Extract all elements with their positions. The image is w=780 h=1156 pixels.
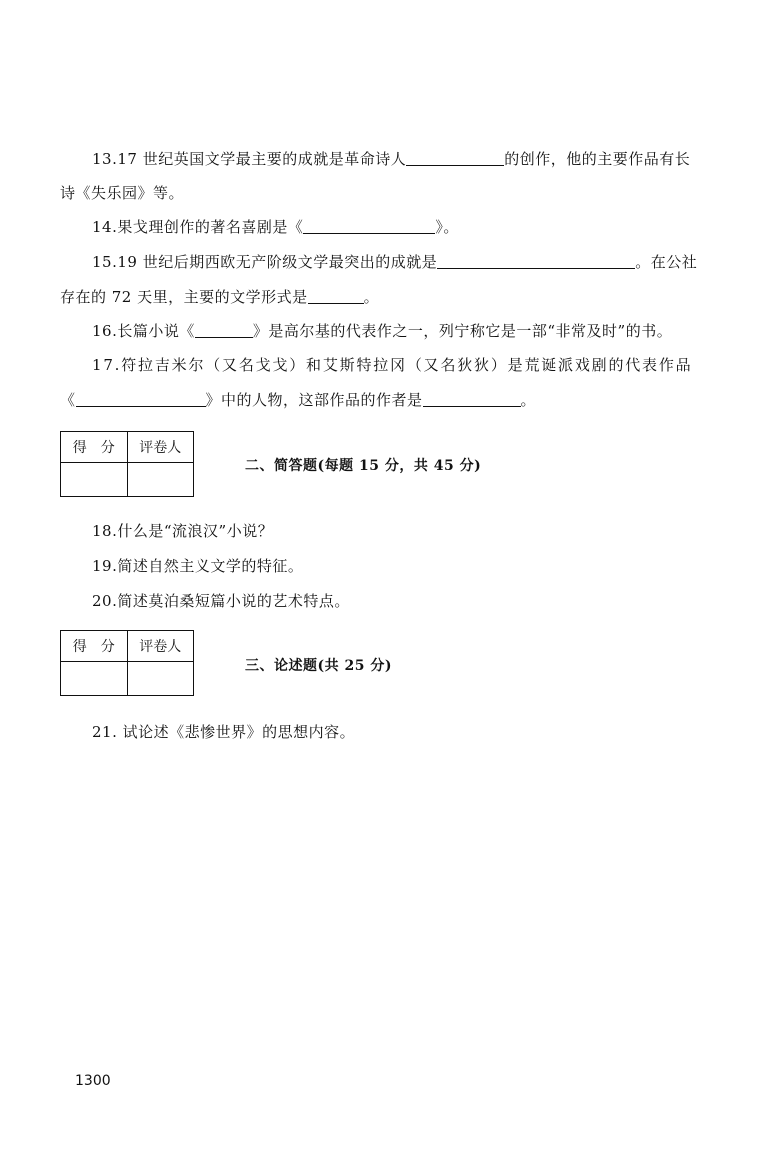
section-2-title: 二、简答题(每题 15 分，共 45 分) — [245, 458, 482, 474]
question-14 — [92, 216, 459, 237]
answer-blank-17a — [76, 392, 206, 407]
answer-blank-15b — [308, 289, 364, 304]
question-13 — [92, 148, 690, 169]
question-19: 19.简述自然主义文学的特征。 — [92, 557, 304, 575]
question-20: 20.简述莫泊桑短篇小说的艺术特点。 — [92, 592, 350, 610]
question-16-text-a: 16.长篇小说《 — [92, 322, 195, 340]
grader-label: 评卷人 — [127, 432, 194, 463]
grader-cell — [127, 463, 194, 497]
question-15-text-c: 存在的 72 天里，主要的文学形式是 — [60, 288, 308, 306]
question-14-text-b: 》。 — [435, 218, 459, 236]
score-cell — [61, 662, 128, 696]
question-17-text-c: 。 — [520, 391, 537, 409]
answer-blank-17b — [423, 392, 521, 407]
grader-label: 评卷人 — [127, 631, 194, 662]
question-21: 21. 试论述《悲惨世界》的思想内容。 — [92, 723, 356, 741]
question-17-text-a: 《 — [60, 391, 76, 409]
question-16-text-b: 》是高尔基的代表作之一，列宁称它是一部“非常及时”的书。 — [252, 322, 673, 340]
question-15-continuation — [60, 286, 379, 307]
score-label: 得 分 — [61, 631, 128, 662]
answer-blank-13 — [406, 151, 504, 166]
answer-blank-16 — [195, 323, 253, 338]
question-15 — [92, 251, 697, 272]
question-16 — [92, 320, 672, 341]
question-17-continuation — [60, 389, 536, 410]
page-number: 1300 — [75, 1073, 111, 1089]
question-18: 18.什么是“流浪汉”小说？ — [92, 522, 274, 540]
question-14-text-a: 14.果戈理创作的著名喜剧是《 — [92, 218, 304, 236]
question-13-text-a: 13.17 世纪英国文学最主要的成就是革命诗人 — [92, 150, 407, 168]
score-label: 得 分 — [61, 432, 128, 463]
question-15-text-b: 。在公社 — [635, 253, 698, 271]
answer-blank-14 — [303, 219, 435, 234]
grader-cell — [127, 662, 194, 696]
question-15-text-d: 。 — [363, 288, 380, 306]
score-cell — [61, 463, 128, 497]
section-3-title: 三、论述题(共 25 分) — [245, 658, 392, 674]
score-box-section-2 — [60, 431, 194, 497]
question-17: 17.符拉吉米尔（又名戈戈）和艾斯特拉冈（又名狄狄）是荒诞派戏剧的代表作品 — [92, 356, 693, 374]
question-13-text-b: 的创作，他的主要作品有长 — [504, 150, 691, 168]
question-15-text-a: 15.19 世纪后期西欧无产阶级文学最突出的成就是 — [92, 253, 438, 271]
score-box-section-3 — [60, 630, 194, 696]
question-17-text-b: 》中的人物，这部作品的作者是 — [205, 391, 423, 409]
answer-blank-15a — [437, 254, 635, 269]
question-13-continuation: 诗《失乐园》等。 — [60, 184, 185, 202]
